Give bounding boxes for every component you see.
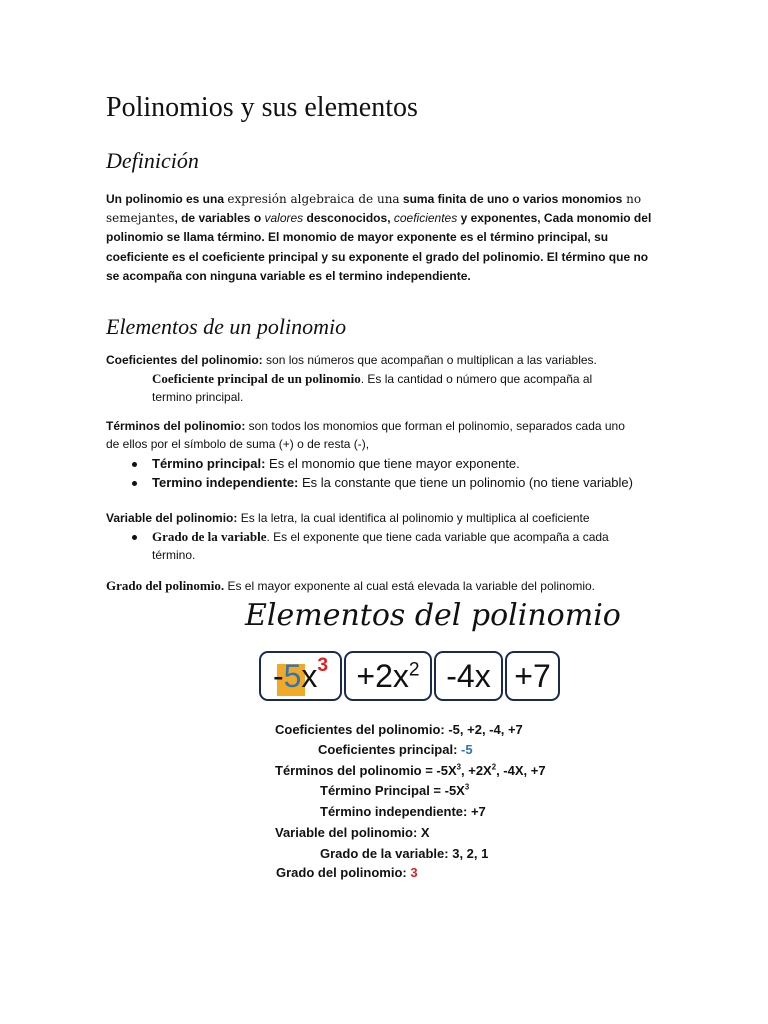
summary-degree [276,865,418,880]
def-text: y exponentes, Cada monomio del polinomio se llama término. El monomio de mayor exponente es el término principal, su coeficiente es el coeficiente principal y su exponente el grado del polinomio. El término que no se acompaña con ninguna variable es el termino independiente. [106,211,652,283]
summary-label: Grado del polinomio: [276,865,411,880]
principal-coefficient-line [152,371,592,387]
summary-text: Términos del polinomio = -5X [275,763,457,778]
degree-text: Es el mayor exponente al cual está elevada la variable del polinomio. [224,579,595,593]
def-text: valores [264,211,304,226]
terms-label: Términos del polinomio: [106,419,246,433]
term-2-exponent: 2 [408,658,420,680]
terms-text-2: de ellos por el símbolo de suma (+) o de resta (-), [106,437,370,451]
summary-terms [275,763,546,778]
coefficients-text: son los números que acompañan o multiplican a las variables. [262,353,597,367]
variable-degree-text: . Es el exponente que tiene cada variable que acompaña a cada [266,530,609,544]
principal-term-line [152,456,520,471]
principal-term-label: Término principal: [152,456,266,471]
independent-term-text: Es la constante que tiene un polinomio (no tiene variable) [298,475,633,490]
term-1 [272,654,329,695]
principal-term-text: Es el monomio que tiene mayor exponente. [265,456,520,471]
def-text: no semejantes [106,192,642,226]
elements-heading: Elementos de un polinomio [106,314,347,339]
independent-term-line [152,475,633,490]
term-1-coefficient: 5 [283,657,302,694]
term-4: +7 [514,657,551,694]
summary-value: 3 [410,865,418,880]
independent-term-label: Termino independiente: [152,475,299,490]
bullet-icon [132,462,137,467]
summary-text: Término Principal = -5X [320,783,465,798]
summary-coefficients: Coeficientes del polinomio: -5, +2, -4, +7 [275,722,523,737]
summary-label: Coeficientes principal: [318,742,462,757]
term-1-variable: x [301,657,318,694]
term-3: -4x [446,657,491,694]
summary-exponent: 2 [491,762,497,772]
terms-text: son todos los monomios que forman el polinomio, separados cada uno [245,419,625,433]
summary-exponent: 3 [464,782,470,792]
term-2 [356,658,419,695]
summary-principal-coefficient [318,742,473,757]
variable-degree-line [152,529,609,545]
bullet-icon [132,481,137,486]
term-1-sign: - [272,657,284,694]
term-2-base: +2x [356,657,409,694]
term-box-3 [434,651,503,701]
def-text: desconocidos, [303,211,394,226]
term-box-2 [344,651,432,701]
principal-coefficient-label: Coeficiente principal de un polinomio [152,371,361,386]
def-text: , de variables o [174,211,265,226]
variable-line [106,511,590,525]
definition-heading: Definición [106,148,199,173]
def-text: suma finita de uno o varios monomios [399,192,623,206]
definition-paragraph [106,190,661,286]
principal-coefficient-text-2: termino principal. [152,390,244,404]
def-text: Un polinomio es una [106,192,228,206]
summary-variable-degree: Grado de la variable: 3, 2, 1 [320,846,489,861]
term-box-4 [505,651,560,701]
variable-degree-label: Grado de la variable [152,529,267,544]
summary-exponent: 3 [456,762,462,772]
coefficients-label: Coeficientes del polinomio: [106,353,263,367]
summary-text: , +2X [461,763,492,778]
page-title: Polinomios y sus elementos [106,92,418,123]
variable-degree-text-2: término. [152,548,196,562]
def-text: coeficientes [393,211,458,226]
def-text: expresión algebraica de una [227,192,400,206]
variable-text: Es la letra, la cual identifica al polinomio y multiplica al coeficiente [237,511,590,525]
summary-text: , -4X, +7 [496,763,546,778]
coefficients-line [106,353,597,367]
degree-label: Grado del polinomio. [106,578,225,593]
terms-line [106,419,625,433]
term-box-1 [259,651,342,701]
summary-principal-term [320,783,469,798]
principal-coefficient-text: . Es la cantidad o número que acompaña al [360,372,593,386]
degree-line [106,578,595,594]
summary-value: -5 [461,742,473,757]
variable-label: Variable del polinomio: [106,511,238,525]
summary-variable: Variable del polinomio: X [275,825,430,840]
summary-independent-term: Término independiente: +7 [320,804,486,819]
figure-title: Elementos del polinomio [245,598,621,633]
bullet-icon [132,535,137,540]
term-1-exponent: 3 [317,654,329,676]
